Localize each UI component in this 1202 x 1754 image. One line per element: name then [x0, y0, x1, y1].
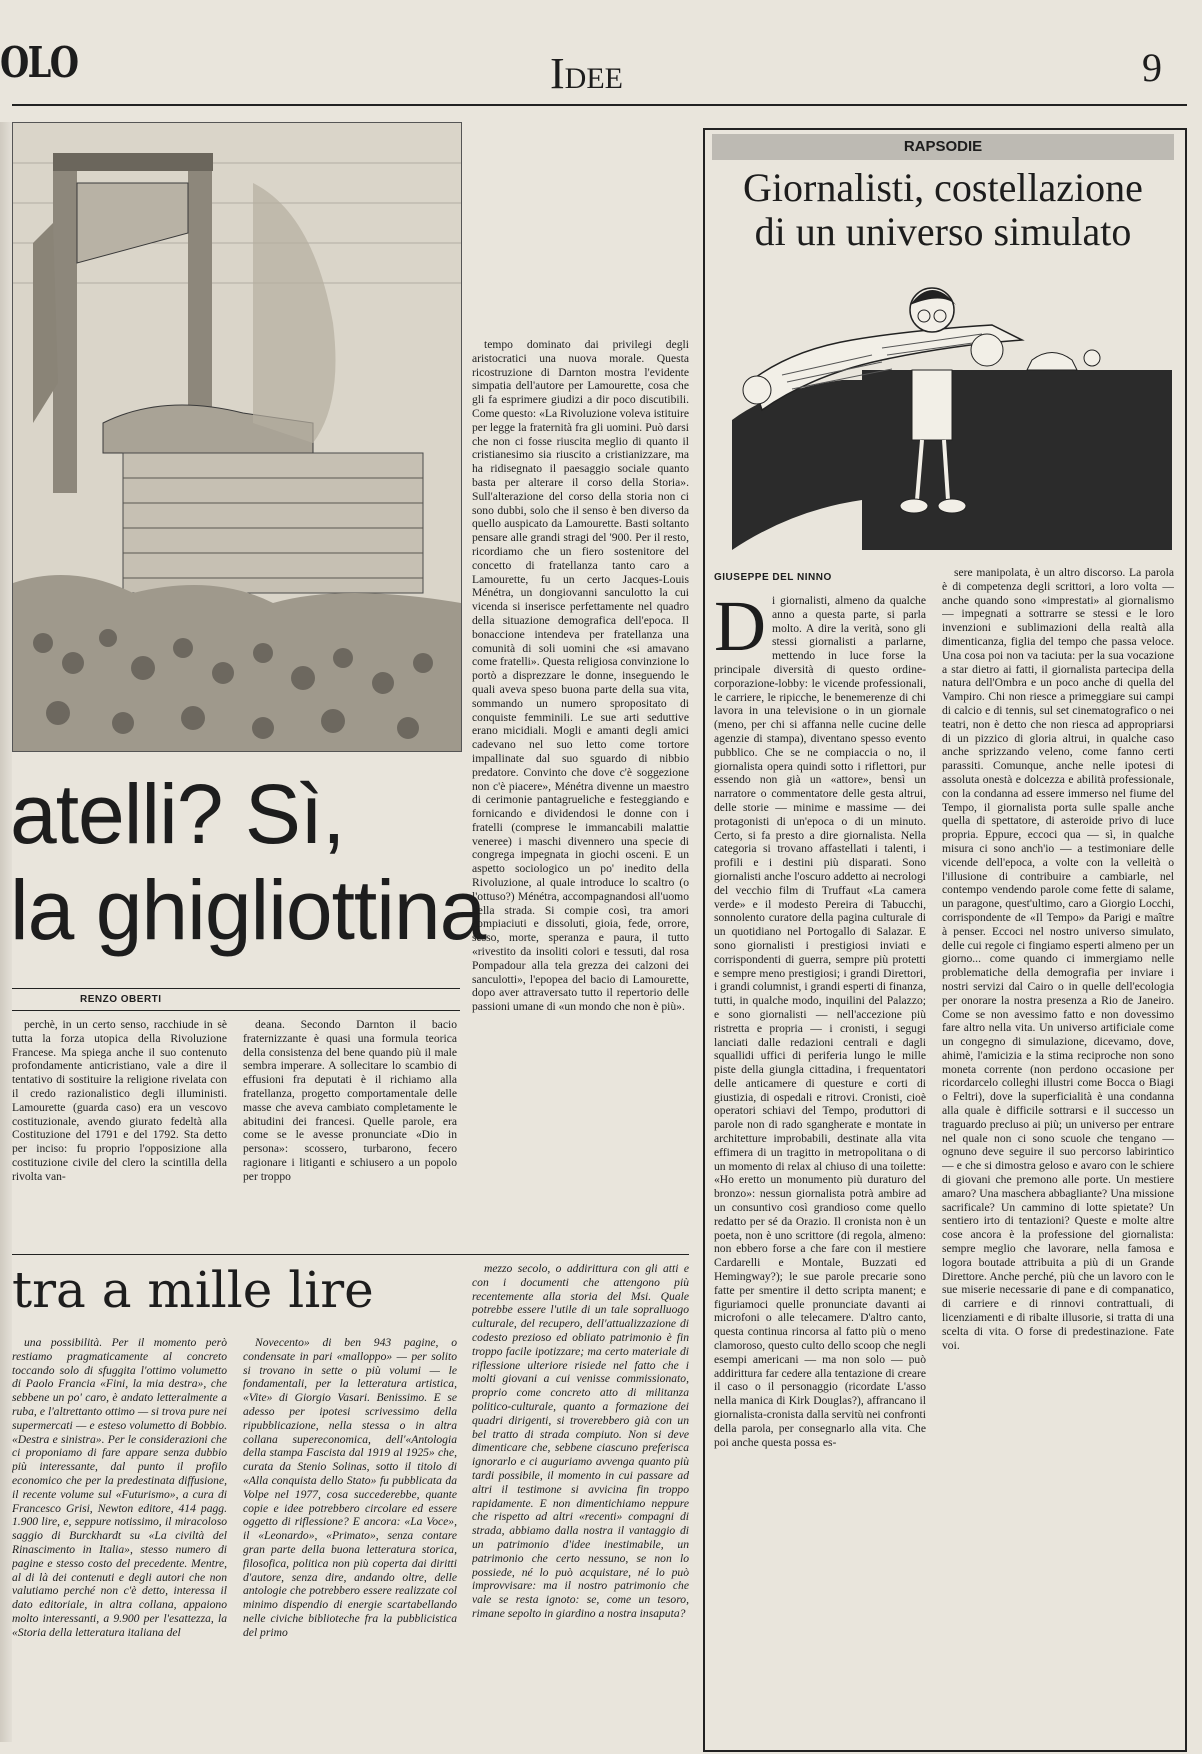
guillotine-illustration	[12, 122, 462, 752]
journalist-cartoon-drawing	[732, 270, 1172, 550]
section-title-initial: I	[550, 49, 565, 98]
lower-article-text-1: una possibilità. Per il momento però restiamo pragmaticamente al concreto toccando solo di sfuggita l'ottimo volumetto di Paolo Francia «Fini, la mia destra», che sebbene un po' caro, è andato letteralmente a ruba, e l'altrettanto ottimo — si trova pure nei supermercati — e esteso volumetto di Bobbio. «Destra e sinistra». Per le considerazioni che ci proponiamo di fare appare senza dubbio più interessante, dal punto il profilo economico che per la predestinata diffusione, il recente volume sul «Futurismo», a cura di Francesco Grisi, Newton editore, 414 pagg. 1.900 lire, e, seppure notissimo, il miracoloso saggio di Burckhardt su «La civiltà del Rinascimento in Italia», stesso numero di pagine e stesso costo del precedente. Mentre, al di là dei contenuti e degli autori che non valutiamo perché non c'è detto, interessa il dato editoriale, in altra collana, appaiono molto interessanti, a 9.900 per l'esattezza, la «Storia della letteratura italiana del	[12, 1336, 227, 1639]
left-article-text-3: tempo dominato dai privilegi degli aristocratici una nuova morale. Questa ricostruzione di Darnton mostra l'evidente simpatia dell'autore per Lamourette, cosa che gli fa esprimere giudizi a dir poco discutibili. Come questo: «La Rivoluzione voleva istituire per legge la fraternità fra gli uomini. Può darsi che non ci fosse riuscita meglio di quanto il cristianesimo sia riuscito a cristianizzare, ma ha ridisegnato il paesaggio sociale quanto basta per alterare il corso della Storia». Sull'alterazione del corso della storia non ci sono dubbi, solo che il senso è ben diverso da quello auspicato da Lamourette. Basti soltanto pensare alle grandi stragi del '900. Per il resto, ricordiamo che un fiero sostenitore del concetto di fratellanza tanto caro a Lamourette, fu un certo Jacques-Louis Ménétra, un dongiovanni sanculotto la cui vicenda si inserisce perfettamente nel quadro della situazione demografica dell'epoca. Il bonaccione intendeva per fratellanza una comunità di soli uomini che «si amavano come fratelli». Questa religiosa convinzione lo portò a disprezzare le donne, inseguendo le quali aveva speso buona parte della sua vita, sommando un numero spropositato di conquiste femminili. Le sue arti seduttive erano micidiali. Mogli e amanti degli amici cadevano nel suo letto come tortore impallinate dal suo sguardo di nibbio predatore. Convinto che dove c'è soggezione non c'è piacere», Ménétra divenne un maestro di cerimonie pantagrueliche e festeggiando e fornicando e dividendosi le donne con i fratelli (comprese le immancabili malattie veneree) i maschi divennero una specie di congrega impegnata in giochi osceni. E un aspetto sociologico un po' inedito della Rivoluzione, al quale introduce lo scaltro (o l'ottuso?) Ménétra, accompagnandosi all'uomo della strada. Si compie così, tra amori compiaciuti e dissoluti, gioia, fede, orrore, sesso, morte, speranza e paura, il tutto «rivestito da insoliti colori e tessuti, dal rosa Pompadour alla tela grezza dei calzoni dei sanculotti», l'epopea del bacio di Lamourette, dopo aver attraversato tutto il repertorio delle passioni umane di «un mondo che non è più».	[472, 338, 689, 1014]
lower-article-column-1	[12, 1336, 227, 1748]
journalist-cartoon	[732, 270, 1172, 550]
paper-name-fragment: OLO	[0, 38, 78, 87]
lower-article-text-2: Novecento» di ben 943 pagine, o condensate in pari «malloppo» — per solito si trovano in sette o più volumi — le fondamentali, per la letteratura artistica, «Vite» di Giorgio Vasari. Benissimo. E se adesso per ipotesi scrivessimo della ripubblicazione, nella stessa o in altra collana supereconomica, dell'«Antologia della stampa Fascista dal 1919 al 1925» che, curata da Stenio Solinas, sotto il titolo di «Alla conquista dello Stato» fu pubblicata da Volpe nel 1977, cosa succederebbe, quante copie e idee potrebbero circolare ed essere oggetto di riflessione? E ancora: «La Voce», il «Leonardo», «Primato», senza contare gran parte della buona letteratura storica, filosofica, politica non più coperta dai diritti d'autore, senza dire, andando oltre, delle antologie che potrebbero essere realizzate col minimo dispendio di energie scartabellando nelle civiche biblioteche fra la pubblicistica del primo	[243, 1336, 457, 1639]
rapsodie-title-line1: Giornalisti, costellazione	[743, 165, 1143, 210]
left-article-column-2	[243, 1018, 457, 1243]
rapsodie-column-1	[714, 594, 926, 1744]
lower-article-text-3: mezzo secolo, o addirittura con gli atti e con i documenti che attengono più recentemente alla storia del Msi. Quale potrebbe essere l'utile di un tale sopralluogo culturale, del recupero, dell'attualizzazione di codesto prezioso ed obliato patrimonio è fin troppo facile ipotizzare; ma certo materiale di riflessione ulteriore risiede nel fatto che i molti giovani a cui venisse commissionato, proprio come concreto atto di militanza politico-culturale, quanto a formazione dei quadri dirigenti, si troverebbero già con un bel tratto di strada compiuto. Non si deve dimenticare che, sebbene ciascuno preferisca ignorarlo e ci auguriamo avvenga quanto più tardi possibile, il momento in cui passare ad altri il testimone si avvicina fin troppo rapidamente. E non dimentichiamo neppure che rispetto ad altri «recenti» compagni di strada, abbiamo dalla nostra il vantaggio di un patrimonio d'idee inestimabile, un patrimonio che certo nessuno, se non lo possiede, né lo può acquistare, né lo può improvvisare: ma il nostro patrimonio che vale se resta ignoto: se, come un tesoro, rimane sepolto in giardino a nostra insaputa?	[472, 1262, 689, 1620]
rapsodie-label: RAPSODIE	[712, 134, 1174, 160]
left-article-text-1: perchè, in un certo senso, racchiude in sè tutta la forza utopica della Rivoluzione Francese. Ma spiega anche il suo contenuto profondamente anticristiano, vale a dire il tentativo di sostituire la religione rivelata con il credo razionalistico degli illuministi. Lamourette (guarda caso) era un vescovo costituzionale, avendo giurato fedeltà alla Costituzione del 1791 e del 1792. Sta detto per inciso: fu proprio l'opposizione alla costituzione civile del clero la scintilla della rivolta van-	[12, 1018, 227, 1183]
left-headline-line1: atelli? Sì,	[10, 767, 345, 861]
rapsodie-text-2: sere manipolata, è un altro discorso. La parola è di competenza degli scrittori, a loro volta — anche quando sono «imprestati» al giornalismo — impegnati a sottrarre se stessi e le loro invenzioni e sublimazioni della realtà alla dimenticanza, figlia del tempo che passa veloce. Una cosa poi non va taciuta: per la sua vocazione a star dietro ai fatti, il giornalista partecipa della natura dell'Ombra e un poco anche di quella del Vampiro. Chi non riesce a primeggiare sui campi di calcio e di tennis, sul set cinematografico o nei teatri, non è detto che non riesca ad appropriarsi di un pizzico di gloria altrui, in qualche caso anche sprizzando veleno, come fanno certi parassiti. Comunque, anche nelle ipotesi di assoluta onestà e dolcezza e abilità professionale, con la condanna ad essere immerso nel fiume del Tempo, il giornalista porta sulle spalle anche quella di spettatore, di asteroide privo di luce propria. Eppure, eccoci qua — sì, in qualche misura ci sono anch'io — a testimoniare delle vicende dell'epoca, a volte con la velleità o l'illusione di contribuire a cambiarle, nel contempo vendendo parole come fette di salame, un paragone, quest'ultimo, caro a Giorgio Locchi, corrispondente de «Il Tempo» da Parigi e maître à penser. Eccoci nel nostro universo simulato, delle cui regole ci fingiamo esperti almeno per un giorno... come quando ci immergiamo nelle problematiche della demografia per inviare i nostri servizi dal Cairo o in quelle dell'ecologia per onorare la nostra presenza a Rio de Janeiro. Come se non avessimo fatto e non dovessimo fare altro nella vita. Un universo artificiale come un congegno di simulazione, dicevamo, dove, ahimè, l'amicizia e la stima reciproche non sono moneta corrente (non perdono occasione per ricordarcelo colleghi illustri come Bocca o Biagi o Feltri), dove la superficialità è una condanna alla quale è difficile sottrarsi e il successo un traguardo precluso ai più; un universo per entrare nel quale non ci sono scuole che tengano — ognuno deve seguire il suo percorso labirintico — e che si dimostra geloso e avaro con le schiere di giovani che premono alle porte. Un mestiere amaro? Una maschera abbagliante? Una missione sacrificale? Un cammino di lotte spietate? Un sentiero irto di tentazioni? Queste e molte altre cose ancora è la professione del giornalista: sempre meglio che lavorare, nella famosa e logora boutade attribuita a più di un Grande Direttore. Anche perché, più che un lavoro con le sue miserie necessarie di pane e di companatico, di carriere e di rinnovi contrattuali, di licenziamenti e di ribalte illusorie, si tratta di una scelta di vita. O forse di predestinazione. Fate voi.	[942, 566, 1174, 1352]
byline-rule-top	[12, 988, 460, 989]
section-title	[550, 48, 623, 99]
left-article-column-1	[12, 1018, 227, 1243]
rapsodie-paragraph-1	[714, 594, 926, 1449]
section-title-rest: DEE	[564, 62, 623, 95]
left-headline-line2: la ghigliottina	[10, 863, 486, 957]
rapsodie-column-2	[942, 566, 1174, 1744]
left-article-text-2: deana. Secondo Darnton il bacio fraternizzante è quasi una formula teorica della consistenza del bene quando più il male sembra imperare. A sollecitare lo scambio di effusioni fra deputati è il richiamo alla fratellanza, progetto comportamentale delle masse che aveva cambiato completamente le abitudini dei francesi. Quelle parole, era come se le avesse pronunciate «Dio in persona»: scossero, turbarono, fecero ragionare i litiganti e schiusero a un popolo per troppo	[243, 1018, 457, 1183]
lower-article-column-2	[243, 1336, 457, 1748]
left-article-column-3	[472, 338, 689, 1243]
left-byline: RENZO OBERTI	[80, 994, 162, 1005]
rapsodie-title	[712, 166, 1174, 254]
rapsodie-dropcap: D	[714, 594, 766, 666]
lower-headline: tra a mille lire	[12, 1261, 374, 1319]
lower-article-rule	[12, 1254, 689, 1255]
lower-article-column-3	[472, 1262, 689, 1748]
byline-rule-bottom	[12, 1010, 460, 1011]
guillotine-drawing	[13, 123, 461, 751]
rapsodie-text-1: i giornalisti, almeno da qualche anno a questa parte, si parla molto. A dire la verità, sono gli stessi giornalisti a parlarne, mettendo in luce forse la principale diversità di questo ordine-corporazione-lobby: le vicende professionali, le carriere, le ripicche, le benemerenze di chi lavora in una televisione o in un giornale (meno, per chi si affanna nelle cucine delle agenzie di stampa), diventano spesso evento pubblico. Che se ne compiaccia o no, il giornalista opera quindi sotto i riflettori, pur essendo non già un «attore», bensì un narratore o commentatore delle gesta altrui, delle storie — minime e massime — dei protagonisti di un'epoca o di un minuto. Certo, si fa presto a dire giornalista. Nella categoria si trovano affastellati i talenti, i profili e i destini più disparati. Sono giornalisti anche l'oscuro addetto ai necrologi del vecchio film di Truffaut «La camera verde» e il modesto Pereira di Tabucchi, sonnolento curatore della pagina culturale di un quotidiano nel Portogallo di Salazar. E sono giornalisti i prestigiosi inviati e corrispondenti di guerra, sempre più protetti e sempre meno prestigiosi; i grandi Direttori, i grandi columnist, i grandi esperti di finanza, tutti, in qualche modo, inquilini del Palazzo; e sono giornalisti — nell'accezione più ristretta e propria — i cronisti, i segugi lanciati dalle redazioni centrali e dagli squallidi uffici di periferia lungo le mille piste della giungla cittadina, i frequentatori delle anticamere di questure e corti di giustizia, di ospedali e ritrovi. Cronisti, cioè operatori schiavi del Tempo, produttori di parole non di rado sgangherate e montate in architetture improbabili, destinate alla vita effimera di un tragitto in metropolitana o di un momento di relax al chiuso di una toilette: «Ho eretto un monumento più duraturo del bronzo»: nessun giornalista potrà ambire ad un consuntivo così grandioso come quello redatto per sé da Orazio. Il cronista non è un poeta, non è uno scrittore (di regola, almeno: non ebbero forse a che fare con il mestiere Cardarelli e Montale, Buzzati ed Hemingway?); le sue parole precarie sono fatte per smentire il detto scripta manent; e figuriamoci quelle pronunciate davanti ai microfoni o alle telecamere. D'altro canto, questa continua rincorsa al fatto più o meno clamoroso, questo culto dello scoop che negli esempi americani — ma non solo — può addirittura far cedere alla tentazione di creare il caso o il personaggio (ricordate L'asso nella manica di Kirk Douglas?), affrancano il giornalista-cronista dalla servitù nei confronti della parola, per consegnarlo alla vita. Che poi anche questa possa es-	[714, 594, 926, 1449]
page-number: 9	[1142, 45, 1162, 90]
rapsodie-title-line2: di un universo simulato	[754, 209, 1132, 254]
masthead-rule	[12, 104, 1187, 106]
rapsodie-byline: GIUSEPPE DEL NINNO	[714, 572, 832, 583]
